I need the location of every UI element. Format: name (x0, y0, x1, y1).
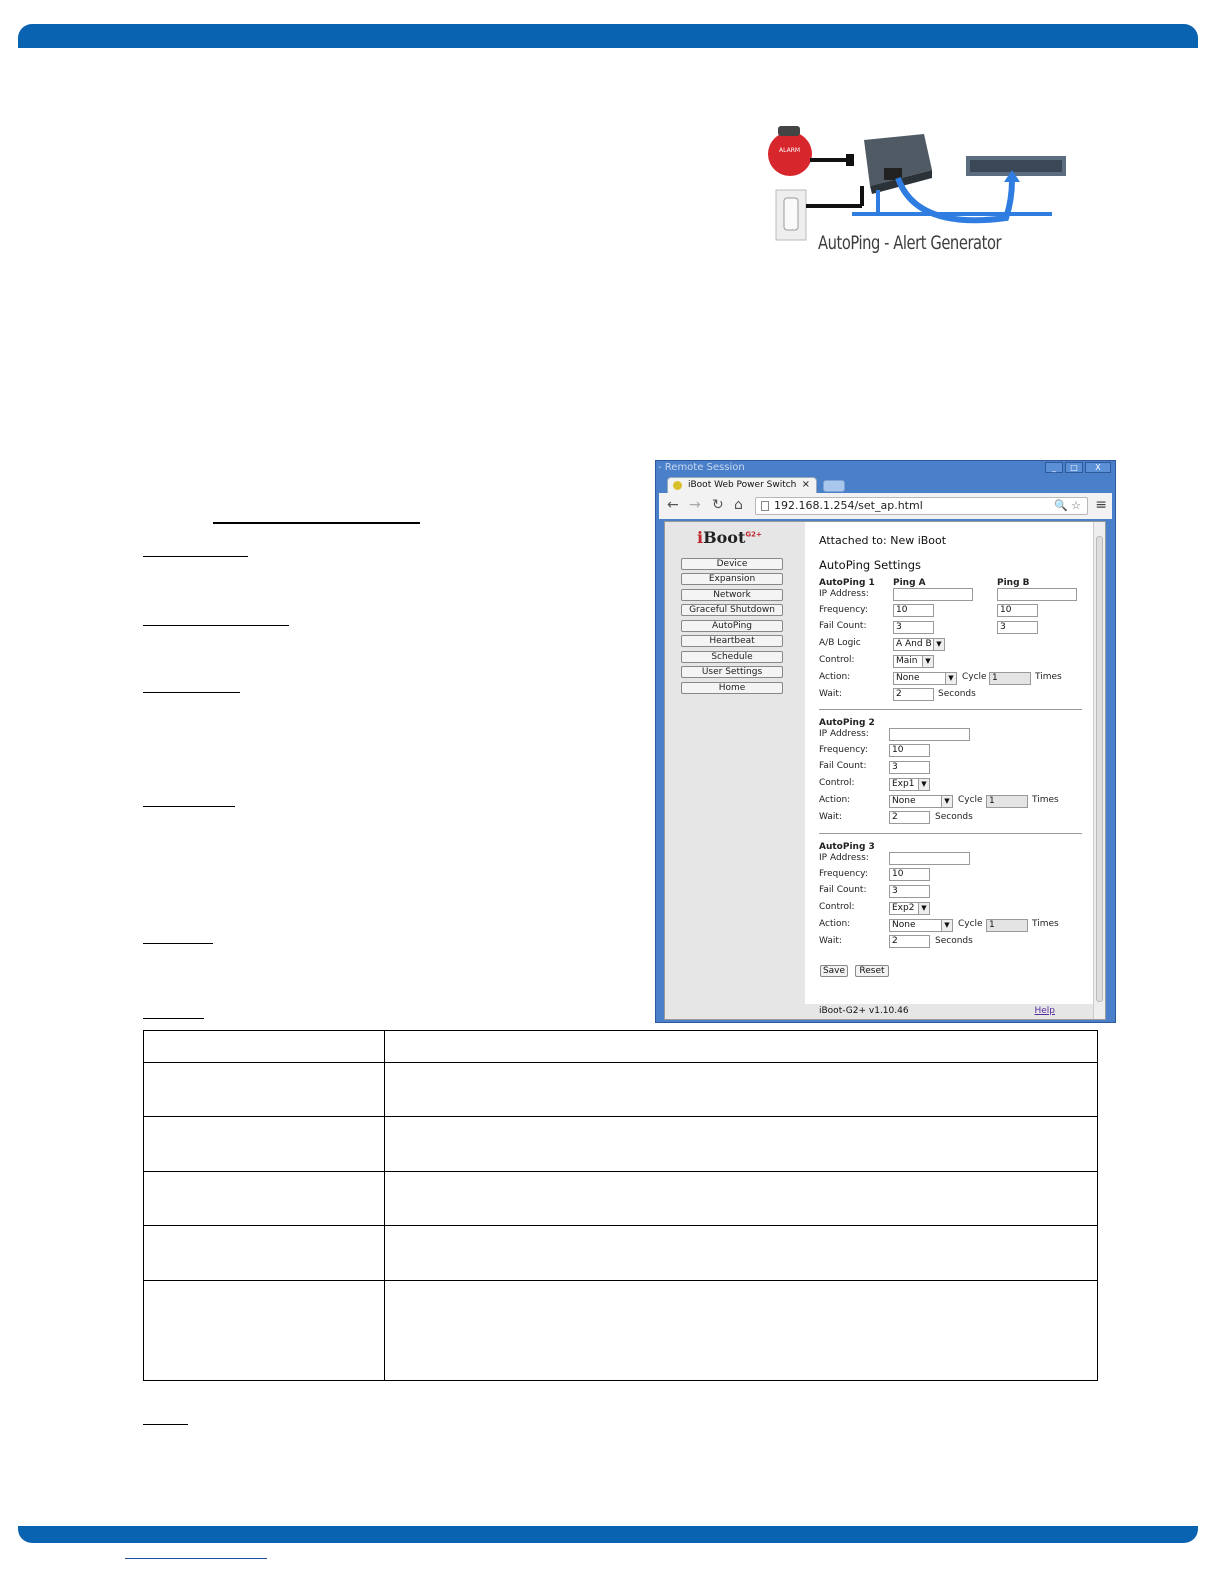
save-button[interactable]: Save (820, 965, 848, 977)
chevron-down-icon: ▼ (918, 779, 929, 790)
browser-screenshot (655, 460, 1116, 1023)
nav-autoping-button[interactable]: AutoPing (681, 620, 783, 632)
home-icon[interactable]: ⌂ (734, 497, 743, 513)
wait-input-2[interactable]: 2 (889, 811, 930, 824)
control-label: Control: (819, 902, 855, 912)
table-cell (144, 1281, 385, 1381)
seconds-label: Seconds (935, 936, 973, 946)
settings-pane (805, 522, 1093, 1019)
action-select-2[interactable]: None ▼ (889, 795, 953, 808)
reset-button[interactable]: Reset (855, 965, 889, 977)
page-footer (805, 1004, 1093, 1019)
window-controls (1045, 462, 1111, 473)
ab-logic-select[interactable]: A And B ▼ (893, 638, 945, 651)
url-text: 192.168.1.254/set_ap.html (774, 499, 923, 512)
page-icon (761, 501, 769, 511)
frequency-label: Frequency: (819, 869, 868, 879)
section-divider (819, 833, 1082, 834)
wait-input-3[interactable]: 2 (889, 935, 930, 948)
times-label: Times (1032, 919, 1059, 929)
times-label: Times (1032, 795, 1059, 805)
chevron-down-icon: ▼ (922, 656, 933, 667)
action-select-1[interactable]: None ▼ (893, 672, 957, 685)
table-cell (144, 1172, 385, 1226)
chevron-down-icon: ▼ (933, 639, 944, 650)
cycle-input-2[interactable]: 1 (986, 795, 1028, 808)
wait-label: Wait: (819, 812, 842, 822)
footer-band (18, 1526, 1198, 1543)
ip-label: IP Address: (819, 729, 869, 739)
ping-b-frequency-input[interactable]: 10 (997, 604, 1038, 617)
ab-logic-label: A/B Logic (819, 638, 861, 648)
attached-to-text: Attached to: New iBoot (819, 534, 947, 547)
section-underline (143, 1424, 188, 1425)
control-select-3[interactable]: Exp2 ▼ (889, 902, 930, 915)
maximize-button[interactable]: □ (1065, 462, 1083, 473)
ping-a-ip-input[interactable] (893, 588, 973, 601)
wait-label: Wait: (819, 936, 842, 946)
help-link[interactable]: Help (1034, 1006, 1055, 1016)
ip-label: IP Address: (819, 853, 869, 863)
table-cell (385, 1031, 1098, 1063)
nav-expansion-button[interactable]: Expansion (681, 573, 783, 585)
autoping3-frequency-input[interactable]: 10 (889, 868, 930, 881)
control-label: Control: (819, 778, 855, 788)
chevron-down-icon: ▼ (941, 920, 952, 931)
table-row (144, 1117, 1098, 1172)
ping-b-fail-count-input[interactable]: 3 (997, 621, 1038, 634)
nav-home-button[interactable]: Home (681, 682, 783, 694)
back-icon[interactable]: ← (667, 497, 679, 513)
fail-count-label: Fail Count: (819, 621, 867, 631)
svg-text:ALARM: ALARM (779, 147, 801, 154)
forward-icon[interactable]: → (689, 497, 701, 513)
page-viewport (664, 521, 1106, 1020)
browser-toolbar (659, 493, 1112, 519)
minimize-button[interactable]: _ (1045, 462, 1063, 473)
autoping2-ip-input[interactable] (889, 728, 970, 741)
section-underline (143, 625, 289, 626)
nav-network-button[interactable]: Network (681, 589, 783, 601)
window-title: - Remote Session (656, 461, 1115, 475)
table-cell (385, 1117, 1098, 1172)
cycle-label: Cycle (962, 672, 987, 682)
table-row (144, 1226, 1098, 1281)
ping-b-ip-input[interactable] (997, 588, 1077, 601)
action-label: Action: (819, 919, 851, 929)
action-label: Action: (819, 672, 851, 682)
tab-close-icon[interactable]: × (801, 479, 810, 490)
ping-a-frequency-input[interactable]: 10 (893, 604, 934, 617)
tab-strip (659, 475, 1112, 493)
iboot-logo: iBoot$^{G2+}$ (697, 528, 762, 547)
ping-b-label: Ping B (997, 578, 1030, 588)
new-tab-button[interactable] (823, 480, 845, 492)
left-nav (665, 522, 805, 1019)
server-icon (966, 156, 1066, 176)
action-label: Action: (819, 795, 851, 805)
table-row (144, 1031, 1098, 1063)
reload-icon[interactable]: ↻ (712, 497, 724, 513)
section-underline (143, 943, 213, 944)
section-divider (819, 709, 1082, 710)
heading-underline (213, 522, 420, 524)
settings-table (143, 1030, 1098, 1381)
control-label: Control: (819, 655, 855, 665)
header-band (18, 24, 1198, 48)
autoping2-frequency-input[interactable]: 10 (889, 744, 930, 757)
chevron-down-icon: ▼ (918, 903, 929, 914)
ping-a-label: Ping A (893, 578, 926, 588)
close-button[interactable]: X (1085, 462, 1111, 473)
scroll-thumb[interactable] (1096, 536, 1103, 1002)
times-label: Times (1035, 672, 1062, 682)
address-bar[interactable] (755, 497, 1088, 515)
nav-schedule-button[interactable]: Schedule (681, 651, 783, 663)
frequency-label: Frequency: (819, 605, 868, 615)
autoping2-title: AutoPing 2 (819, 718, 875, 728)
section-underline (143, 692, 240, 693)
chevron-down-icon: ▼ (945, 673, 956, 684)
table-cell (385, 1172, 1098, 1226)
seconds-label: Seconds (938, 689, 976, 699)
table-row (144, 1172, 1098, 1226)
cycle-label: Cycle (958, 795, 983, 805)
table-cell (385, 1226, 1098, 1281)
table-row (144, 1063, 1098, 1117)
nav-device-button[interactable]: Device (681, 558, 783, 570)
autoping2-fail-count-input[interactable]: 3 (889, 761, 930, 774)
menu-icon[interactable]: ≡ (1095, 497, 1107, 513)
table-cell (385, 1063, 1098, 1117)
action-select-3[interactable]: None ▼ (889, 919, 953, 932)
browser-tab[interactable] (667, 477, 817, 493)
autoping3-title: AutoPing 3 (819, 842, 875, 852)
alarm-icon (768, 126, 812, 176)
vertical-scrollbar[interactable] (1093, 522, 1105, 1019)
illustration-caption: AutoPing - Alert Generator (818, 232, 1002, 254)
table-cell (144, 1031, 385, 1063)
cycle-label: Cycle (958, 919, 983, 929)
frequency-label: Frequency: (819, 745, 868, 755)
nav-graceful-shutdown-button[interactable]: Graceful Shutdown (681, 604, 783, 616)
zoom-star-icons[interactable]: 🔍 ☆ (1053, 499, 1081, 512)
wall-outlet-icon (776, 190, 806, 240)
ping-a-fail-count-input[interactable]: 3 (893, 621, 934, 634)
ip-label: IP Address: (819, 589, 869, 599)
table-cell (144, 1063, 385, 1117)
autoping3-fail-count-input[interactable]: 3 (889, 885, 930, 898)
seconds-label: Seconds (935, 812, 973, 822)
control-select-1[interactable]: Main ▼ (893, 655, 934, 668)
favicon-icon (673, 481, 682, 490)
autoping-settings-heading: AutoPing Settings (819, 558, 921, 572)
section-underline (143, 556, 248, 557)
nav-heartbeat-button[interactable]: Heartbeat (681, 635, 783, 647)
table-cell (144, 1226, 385, 1281)
fail-count-label: Fail Count: (819, 885, 867, 895)
table-cell (385, 1281, 1098, 1381)
tab-title: iBoot Web Power Switch (688, 480, 797, 490)
fail-count-label: Fail Count: (819, 761, 867, 771)
nav-user-settings-button[interactable]: User Settings (681, 666, 783, 678)
table-cell (144, 1117, 385, 1172)
wait-input-1[interactable]: 2 (893, 688, 934, 701)
version-text: iBoot-G2+ v1.10.46 (819, 1006, 909, 1016)
chevron-down-icon: ▼ (941, 796, 952, 807)
cycle-input-3[interactable]: 1 (986, 919, 1028, 932)
section-underline (143, 1018, 204, 1019)
table-row (144, 1281, 1098, 1381)
section-underline (143, 806, 235, 807)
footer-link-underline (125, 1558, 267, 1559)
cycle-input-1[interactable]: 1 (989, 672, 1031, 685)
control-select-2[interactable]: Exp1 ▼ (889, 778, 930, 791)
wait-label: Wait: (819, 689, 842, 699)
autoping3-ip-input[interactable] (889, 852, 970, 865)
autoping1-title: AutoPing 1 (819, 578, 875, 588)
